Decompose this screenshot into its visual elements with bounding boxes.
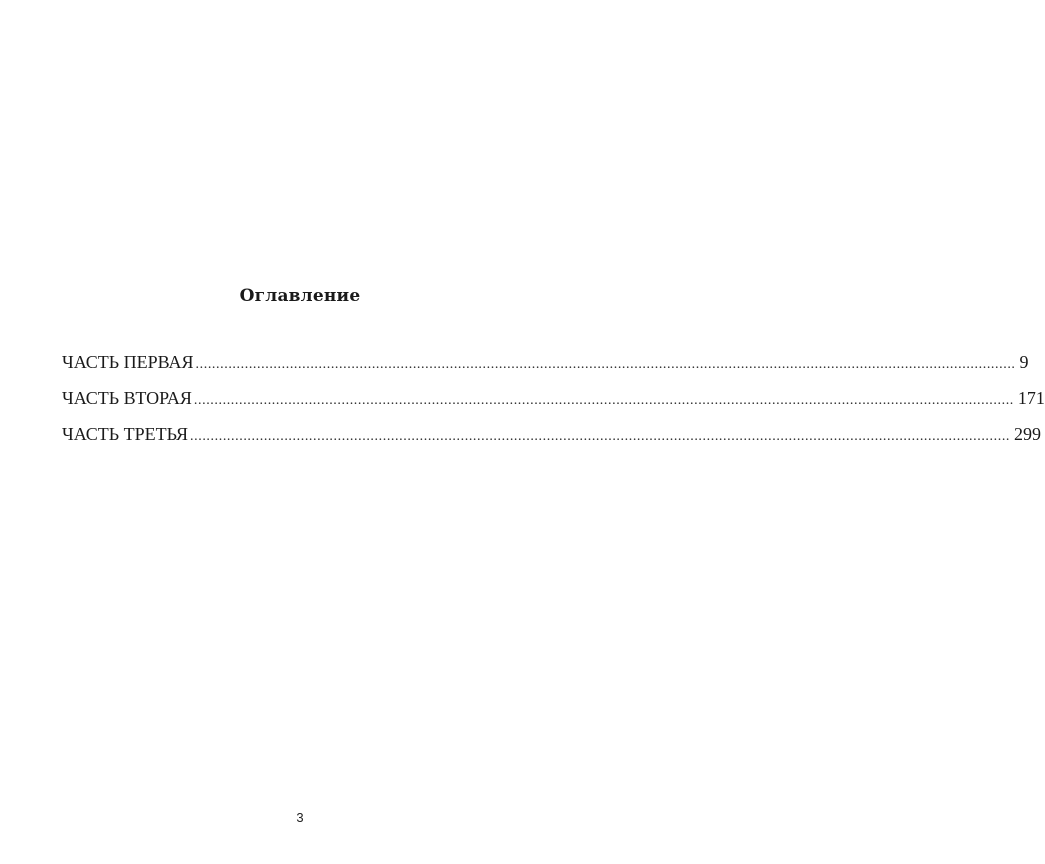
toc-leader-dots: ........................................................................................................................................................................................................ <box>190 429 1011 444</box>
toc-entry-title: ЧАСТЬ ПЕРВАЯ <box>62 352 194 372</box>
toc-leader-dots: ........................................................................................................................................................................................................ <box>193 393 1014 408</box>
toc-entry-title: ЧАСТЬ ТРЕТЬЯ <box>62 424 189 444</box>
toc-entry-page: 171 <box>1017 388 1045 408</box>
toc-heading: Оглавление <box>239 286 361 306</box>
toc-entry <box>62 352 1029 388</box>
toc-entry-page: 299 <box>1014 424 1042 444</box>
toc-leader-dots: ........................................................................................................................................................................................................ <box>195 357 1016 372</box>
toc-list <box>62 352 1045 460</box>
toc-entry-page: 9 <box>1019 352 1029 372</box>
toc-entry <box>62 424 1042 460</box>
page-number: 3 <box>296 810 304 825</box>
toc-entry-title: ЧАСТЬ ВТОРАЯ <box>62 388 192 408</box>
toc-entry <box>62 388 1045 424</box>
